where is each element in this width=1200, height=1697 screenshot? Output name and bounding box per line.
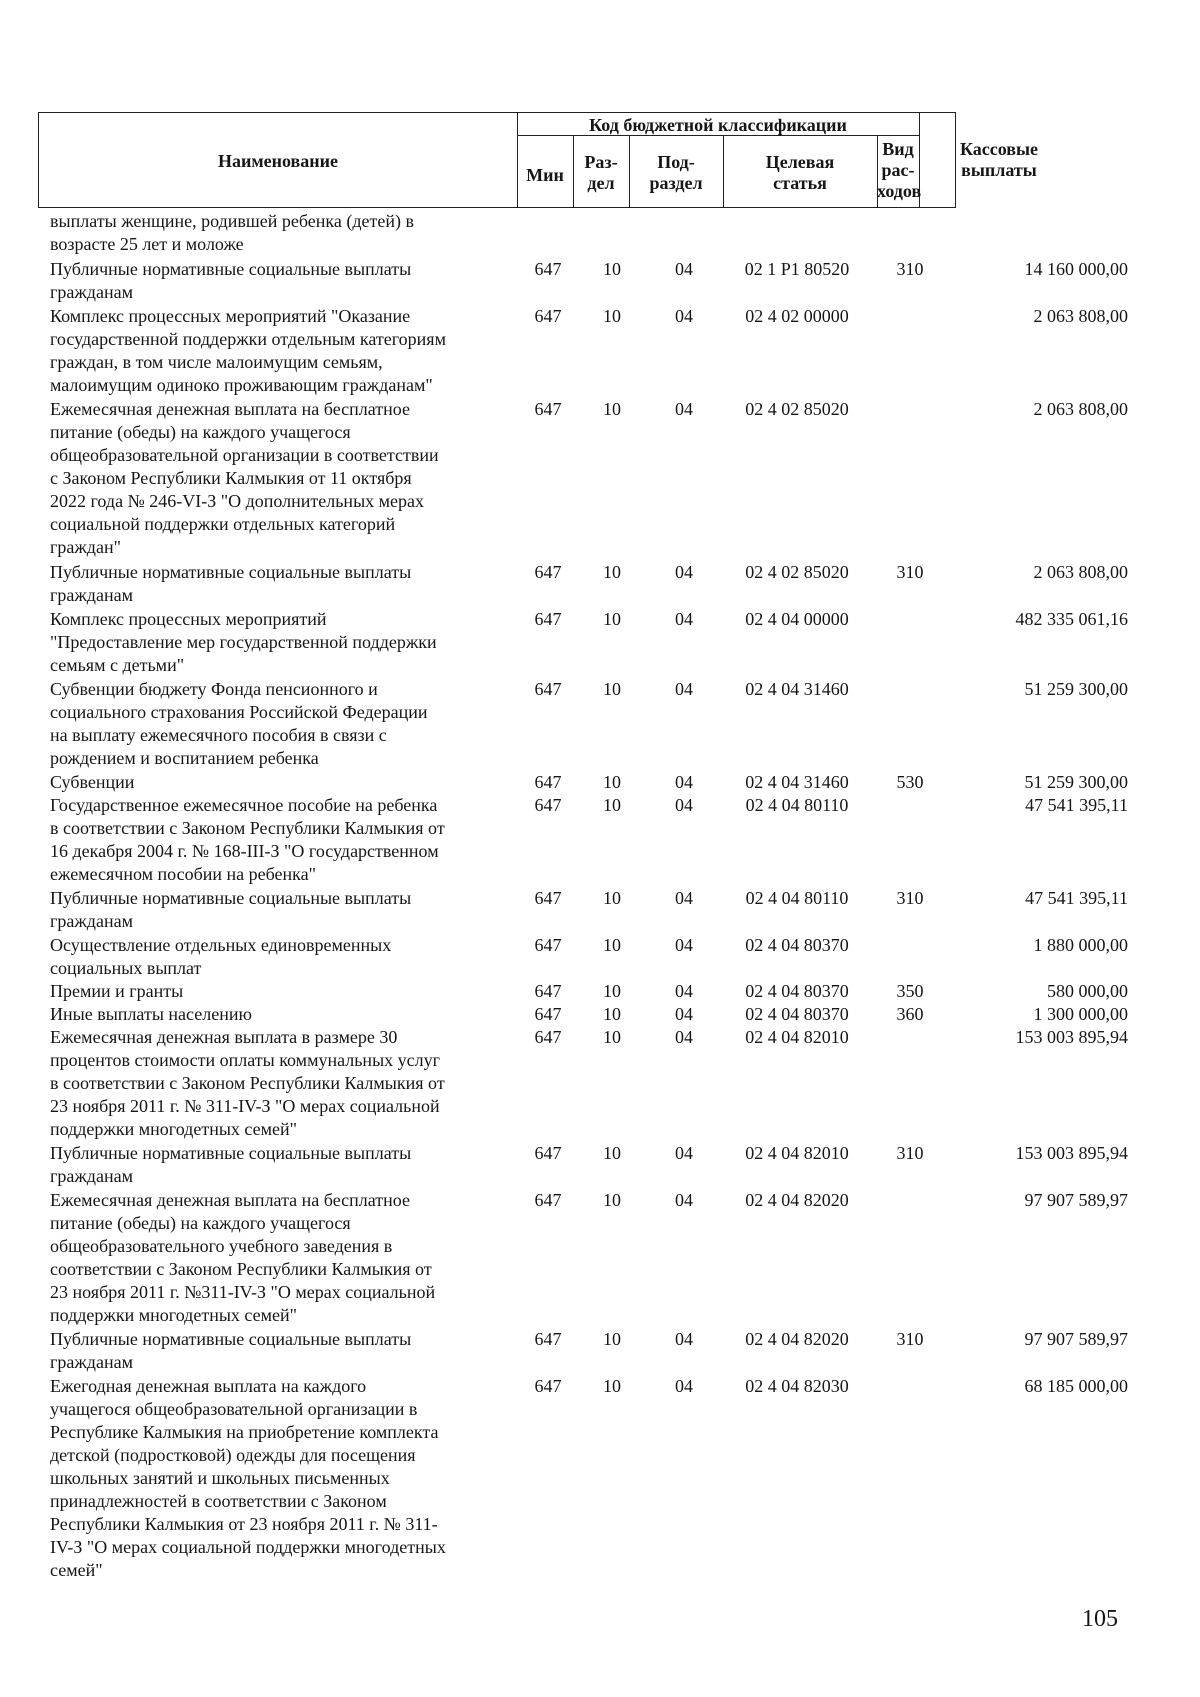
row-razdel: 10 [603,259,621,279]
row-name: Комплекс процессных мероприятий "Предоставление мер государственной поддержки семьям с детьми" [50,609,437,675]
row-min: 647 [534,935,562,955]
row-min: 647 [534,795,562,815]
header-razdel: Раз- дел [584,152,618,193]
row-name: Публичные нормативные социальные выплаты гражданам [50,1143,412,1186]
row-celevaya: 02 4 04 31460 [745,679,849,699]
row-razdel: 10 [603,1143,621,1163]
row-name: Осуществление отдельных единовременных социальных выплат [50,935,392,978]
header-celevaya: Целевая статья [765,152,835,193]
row-podrazdel: 04 [675,1376,693,1396]
row-vid: 310 [896,259,924,279]
row-razdel: 10 [603,609,621,629]
row-name: Ежемесячная денежная выплата на бесплатное питание (обеды) на каждого учащегося общеобразовательного учебного заведения в соответствии с Законом Республики Калмыкия от 23 ноября 2011 г. №311-IV-З "О мерах социальной поддержки многодетных семей" [50,1190,436,1325]
row-sum: 2 063 808,00 [1033,562,1128,582]
row-min: 647 [534,1376,562,1396]
table-header [38,112,1039,208]
row-sum: 153 003 895,94 [1015,1027,1128,1047]
row-sum: 47 541 395,11 [1025,795,1128,815]
header-code-group: Код бюджетной классификации [589,115,847,135]
row-name: Субвенции [50,772,135,792]
row-podrazdel: 04 [675,306,693,326]
row-min: 647 [534,562,562,582]
row-vid: 310 [896,1329,924,1349]
row-celevaya: 02 4 04 80370 [745,935,849,955]
row-sum: 1 300 000,00 [1033,1004,1128,1024]
row-celevaya: 02 4 04 80370 [745,1004,849,1024]
row-podrazdel: 04 [675,1027,693,1047]
row-razdel: 10 [603,888,621,908]
row-razdel: 10 [603,679,621,699]
row-vid: 530 [896,772,924,792]
row-razdel: 10 [603,772,621,792]
row-name: Публичные нормативные социальные выплаты гражданам [50,259,412,302]
row-razdel: 10 [603,562,621,582]
row-min: 647 [534,399,562,419]
row-celevaya: 02 4 02 85020 [745,562,849,582]
row-min: 647 [534,772,562,792]
row-sum: 580 000,00 [1047,981,1128,1001]
row-razdel: 10 [603,399,621,419]
row-min: 647 [534,1004,562,1024]
row-min: 647 [534,1190,562,1210]
row-celevaya: 02 4 04 82010 [745,1027,849,1047]
row-podrazdel: 04 [675,562,693,582]
row-name: Публичные нормативные социальные выплаты гражданам [50,1329,412,1372]
header-name: Наименование [218,151,338,171]
row-podrazdel: 04 [675,1004,693,1024]
row-celevaya: 02 4 04 82010 [745,1143,849,1163]
row-sum: 482 335 061,16 [1015,609,1128,629]
row-podrazdel: 04 [675,259,693,279]
row-name: Премии и гранты [50,981,184,1001]
row-celevaya: 02 4 04 31460 [745,772,849,792]
row-vid: 310 [896,562,924,582]
row-razdel: 10 [603,306,621,326]
row-podrazdel: 04 [675,679,693,699]
row-podrazdel: 04 [675,1329,693,1349]
page-number: 105 [1082,1606,1118,1632]
row-celevaya: 02 4 04 80370 [745,981,849,1001]
row-name: выплаты женщине, родившей ребенка (детей) в возрасте 25 лет и моложе [50,211,414,254]
row-podrazdel: 04 [675,399,693,419]
row-name: Комплекс процессных мероприятий "Оказание государственной поддержки отдельным категориям граждан, в том числе малоимущим семьям, малоимущим одиноко проживающим гражданам" [50,306,446,395]
row-name: Публичные нормативные социальные выплаты гражданам [50,562,412,605]
row-razdel: 10 [603,981,621,1001]
row-vid: 310 [896,888,924,908]
row-name: Государственное ежемесячное пособие на ребенка в соответствии с Законом Республики Калмыкия от 16 декабря 2004 г. № 168-III-З "О государственном ежемесячном пособии на ребенка" [50,795,445,884]
row-name: Ежегодная денежная выплата на каждого учащегося общеобразовательной организации в Республике Калмыкия на приобретение комплекта детской (подростковой) одежды для посещения школьных занятий и школьных письменных принадлежностей в соответствии с Законом Республики Калмыкия от 23 ноября 2011 г. № 311- IV-З "О мерах социальной поддержки многодетных семей" [50,1376,446,1580]
row-celevaya: 02 4 02 00000 [745,306,849,326]
row-celevaya: 02 4 02 85020 [745,399,849,419]
row-sum: 97 907 589,97 [1024,1329,1128,1349]
row-podrazdel: 04 [675,1143,693,1163]
row-vid: 360 [896,1004,924,1024]
row-name: Субвенции бюджету Фонда пенсионного и социального страхования Российской Федерации на выплату ежемесячного пособия в связи с рождением и воспитанием ребенка [50,679,428,768]
row-podrazdel: 04 [675,1190,693,1210]
row-podrazdel: 04 [675,935,693,955]
row-razdel: 10 [603,1190,621,1210]
row-min: 647 [534,1143,562,1163]
row-min: 647 [534,259,562,279]
row-celevaya: 02 4 04 80110 [745,888,849,908]
row-celevaya: 02 4 04 82030 [745,1376,849,1396]
row-min: 647 [534,679,562,699]
row-podrazdel: 04 [675,772,693,792]
row-sum: 1 880 000,00 [1033,935,1128,955]
row-sum: 153 003 895,94 [1015,1143,1128,1163]
row-min: 647 [534,609,562,629]
row-min: 647 [534,981,562,1001]
header-kassovye: Кассовые выплаты [959,139,1039,180]
row-name: Ежемесячная денежная выплата на бесплатное питание (обеды) на каждого учащегося общеобразовательной организации в соответствии с Законом Республики Калмыкия от 11 октября 2022 года № 246-VI-З "О дополнительных мерах социальной поддержки отдельных категорий граждан" [50,399,439,557]
row-sum: 51 259 300,00 [1024,679,1128,699]
header-vid: Вид рас- ходов [877,139,922,201]
row-sum: 2 063 808,00 [1033,399,1128,419]
row-vid: 310 [896,1143,924,1163]
row-razdel: 10 [603,795,621,815]
row-min: 647 [534,1027,562,1047]
row-sum: 47 541 395,11 [1025,888,1128,908]
row-vid: 350 [896,981,924,1001]
row-razdel: 10 [603,1027,621,1047]
header-podrazdel: Под- раздел [649,152,703,193]
row-podrazdel: 04 [675,609,693,629]
row-celevaya: 02 4 04 80110 [745,795,849,815]
row-name: Иные выплаты населению [50,1004,252,1024]
row-sum: 97 907 589,97 [1024,1190,1128,1210]
row-name: Ежемесячная денежная выплата в размере 30 процентов стоимости оплаты коммунальных услуг в соответствии с Законом Республики Калмыкия от 23 ноября 2011 г. № 311-IV-З "О мерах социальной поддержки многодетных семей" [50,1027,445,1139]
row-sum: 51 259 300,00 [1024,772,1128,792]
row-celevaya: 02 1 P1 80520 [744,259,850,279]
row-name: Публичные нормативные социальные выплаты гражданам [50,888,412,931]
row-sum: 14 160 000,00 [1024,259,1128,279]
row-podrazdel: 04 [675,888,693,908]
row-razdel: 10 [603,1329,621,1349]
row-razdel: 10 [603,935,621,955]
row-min: 647 [534,888,562,908]
row-podrazdel: 04 [675,795,693,815]
row-celevaya: 02 4 04 82020 [745,1329,849,1349]
row-sum: 2 063 808,00 [1033,306,1128,326]
row-razdel: 10 [603,1004,621,1024]
header-min: Мин [526,165,564,185]
row-razdel: 10 [603,1376,621,1396]
row-min: 647 [534,306,562,326]
row-min: 647 [534,1329,562,1349]
row-sum: 68 185 000,00 [1024,1376,1128,1396]
row-podrazdel: 04 [675,981,693,1001]
row-celevaya: 02 4 04 00000 [745,609,849,629]
row-celevaya: 02 4 04 82020 [745,1190,849,1210]
